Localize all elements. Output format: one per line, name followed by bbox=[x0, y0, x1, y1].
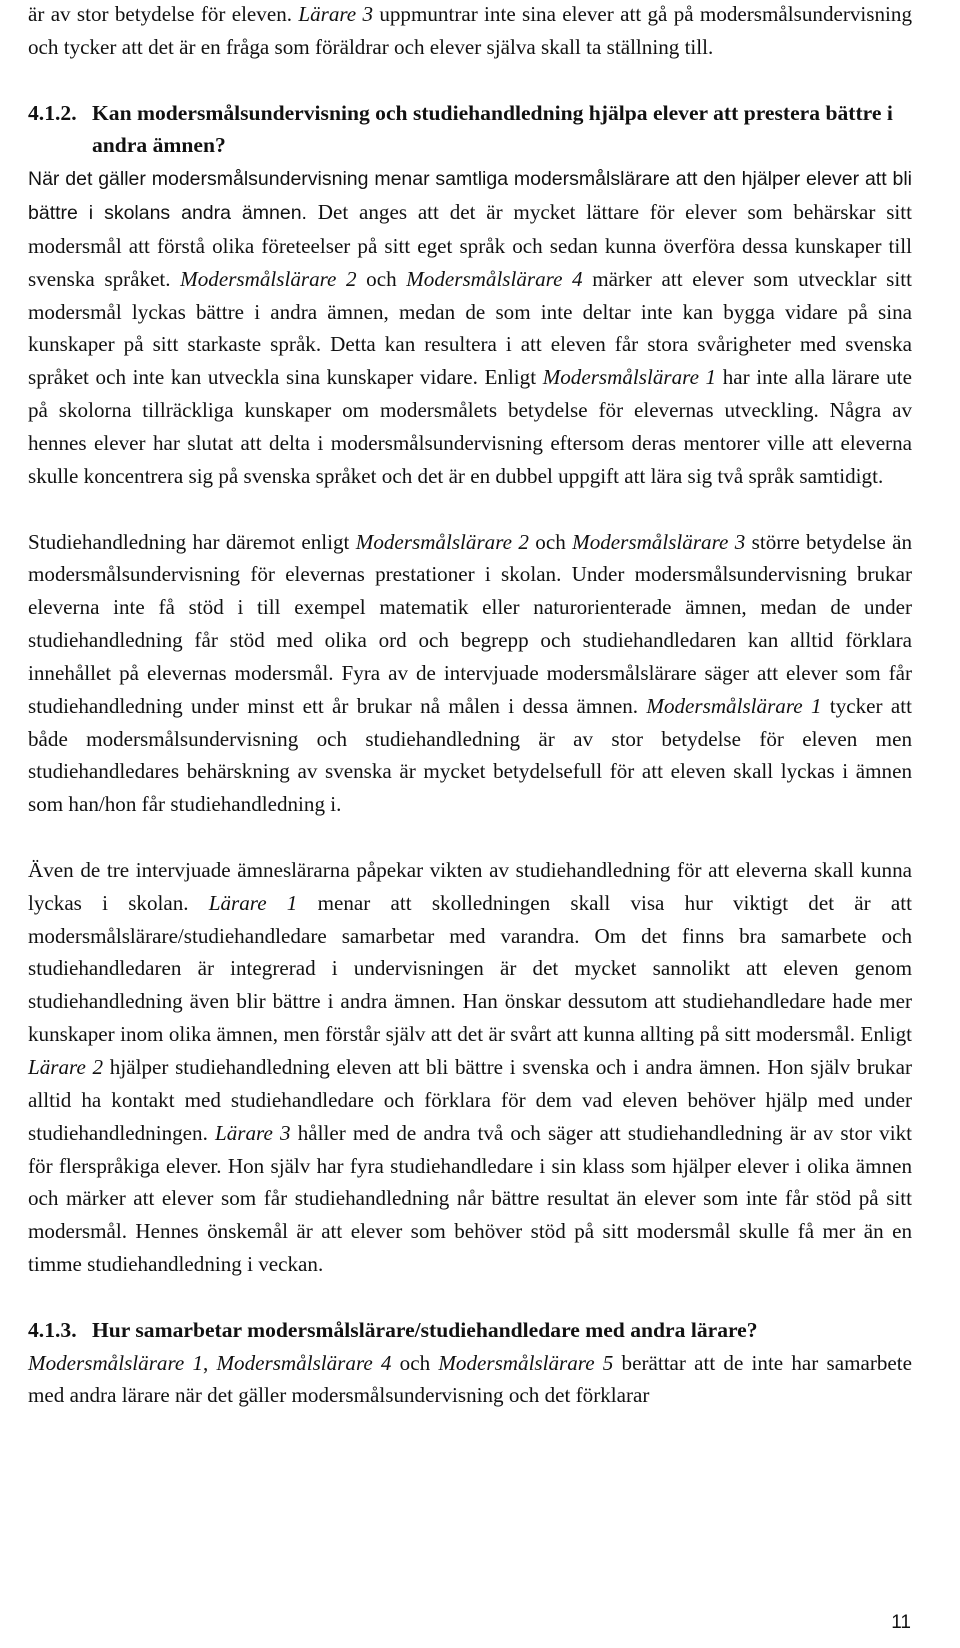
page-number: 11 bbox=[891, 1612, 911, 1633]
spacer bbox=[28, 64, 912, 97]
paragraph-collaboration bbox=[28, 1347, 912, 1413]
italic-reference: Modersmålslärare 4 bbox=[406, 266, 583, 291]
italic-reference: Lärare 2 bbox=[28, 1055, 104, 1079]
section-heading-4-1-2 bbox=[28, 97, 912, 163]
italic-reference: Modersmålslärare 3 bbox=[572, 529, 746, 554]
section-title: Hur samarbetar modersmålslärare/studiehandledare med andra lärare? bbox=[92, 1317, 758, 1342]
text-run: hjälper studiehandledning eleven att bli bättre i svenska och i andra ämnen. Hon själv brukar alltid ha kontakt med studiehandledare och förklara för dem vad eleven behöver hjälp med under studiehandledningen. bbox=[28, 1055, 912, 1145]
italic-reference: Lärare 3 bbox=[298, 2, 374, 26]
spacer bbox=[28, 821, 912, 854]
text-run: har inte alla lärare ute på skolorna tillräckliga kunskaper om modersmålets betydelse för elevernas utveckling. Några av hennes elever har slutat att delta i modersmålsundervisning eftersom deras mentorer ville att eleverna skulle koncentrera sig på svenska språket och det är en dubbel uppgift att lära sig två språk samtidigt. bbox=[28, 365, 912, 488]
section-number: 4.1.2. bbox=[28, 100, 77, 125]
text-run: är av stor betydelse för eleven. bbox=[28, 2, 299, 26]
text-run: större betydelse än modersmålsundervisning för elevernas prestationer i skolan. Under modersmålsundervisning brukar eleverna inte få stöd i till exempel matematik eller naturorienterade ämnen, medan de under studiehandledning får stöd med olika ord och begrepp och studiehandledaren kan alltid förklara innehållet på elevernas modersmål. Fyra av de intervjuade modersmålslärare säger att elever som får studiehandledning under minst ett år brukar nå målen i dessa ämnen. bbox=[28, 529, 912, 718]
section-number: 4.1.3. bbox=[28, 1317, 77, 1342]
section-title: Kan modersmålsundervisning och studiehandledning hjälpa elever att prestera bättre i andra ämnen? bbox=[92, 100, 893, 158]
text-run: märker att elever som utvecklar sitt modersmål lyckas bättre i andra ämnen, medan de som inte deltar inte kan bygga vidare på sina kunskaper på sitt starkaste språk. Detta kan resultera i att eleven får stora svårigheter med svenska språket och inte kan utveckla sina kunskaper vidare. Enligt bbox=[28, 266, 912, 390]
text-run: Det anges att det är mycket lättare för elever som behärskar sitt modersmål att förstå olika företeelser på sitt eget språk och sedan kunna överföra dessa kunskaper till svenska språket. bbox=[28, 200, 912, 291]
text-run: uppmuntrar inte sina elever att gå på modersmålsundervisning och tycker att det är en fråga som föräldrar och elever själva skall ta ställning till. bbox=[28, 2, 912, 59]
text-run: och bbox=[356, 266, 407, 291]
text-run: Även de tre intervjuade ämneslärarna påpekar vikten av studiehandledning för att eleverna skall kunna lyckas i skolan. bbox=[28, 857, 912, 915]
paragraph-study-guidance bbox=[28, 526, 912, 822]
text-run: och bbox=[528, 529, 573, 554]
italic-reference: Modersmålslärare 2 bbox=[355, 529, 529, 554]
text-run: menar att skolledningen skall visa hur viktigt det är att modersmålslärare/studiehandledare samarbetar med varandra. Om det finns bra samarbete och studiehandledaren är integrerad i undervisningen är det mycket sannolikt att eleven genom studiehandledning även blir bättre i andra ämnen. Han önskar dessutom att studiehandledare hade mer kunskaper inom olika ämnen, men förstår själv att det är svårt att kunna allting på sitt modersmål. Enligt bbox=[28, 890, 912, 1047]
text-run: När det gäller modersmålsundervisning menar samtliga modersmålslärare att den hjälper elever att bli bättre i skolans andra ämnen. bbox=[28, 168, 912, 225]
text-run: håller med de andra två och säger att studiehandledning är av stor vikt för flerspråkiga elever. Hon själv har fyra studiehandledare i sin klass som hjälper elever i olika ämnen och märker att elever som får studiehandledning når bättre resultat än elever som inte får stöd på sitt modersmål. Hennes önskemål är att elever som behöver stöd på sitt modersmål skulle få mer än en timme studiehandledning i veckan. bbox=[28, 1120, 912, 1277]
italic-reference: Modersmålslärare 4 bbox=[216, 1350, 392, 1375]
italic-reference: Modersmålslärare 5 bbox=[438, 1350, 614, 1375]
italic-reference: Modersmålslärare 1 bbox=[542, 365, 717, 390]
paragraph-subject-teachers bbox=[28, 854, 912, 1281]
section-heading-4-1-3 bbox=[28, 1314, 912, 1347]
italic-reference: Modersmålslärare 1 bbox=[646, 693, 822, 718]
text-run: berättar att de inte har samarbete med andra lärare när det gäller modersmålsundervisning och det förklarar bbox=[28, 1350, 912, 1408]
text-run: , bbox=[203, 1350, 217, 1375]
spacer bbox=[28, 493, 912, 526]
text-run: Studiehandledning har däremot enligt bbox=[28, 529, 356, 554]
italic-reference: Lärare 3 bbox=[215, 1120, 291, 1145]
text-run: tycker att både modersmålsundervisning och studiehandledning är av stor betydelse för eleven men studiehandledares behärskning av svenska är mycket betydelsefull för att eleven skall lyckas i ämnen som han/hon får studiehandledning i. bbox=[28, 693, 912, 817]
document-page bbox=[28, 0, 912, 1412]
spacer bbox=[28, 1281, 912, 1314]
paragraph-mother-tongue bbox=[28, 162, 912, 492]
italic-reference: Lärare 1 bbox=[208, 890, 298, 915]
italic-reference: Modersmålslärare 2 bbox=[180, 266, 357, 291]
text-run: och bbox=[391, 1350, 439, 1375]
paragraph-continued bbox=[28, 0, 912, 64]
italic-reference: Modersmålslärare 1 bbox=[28, 1350, 203, 1375]
